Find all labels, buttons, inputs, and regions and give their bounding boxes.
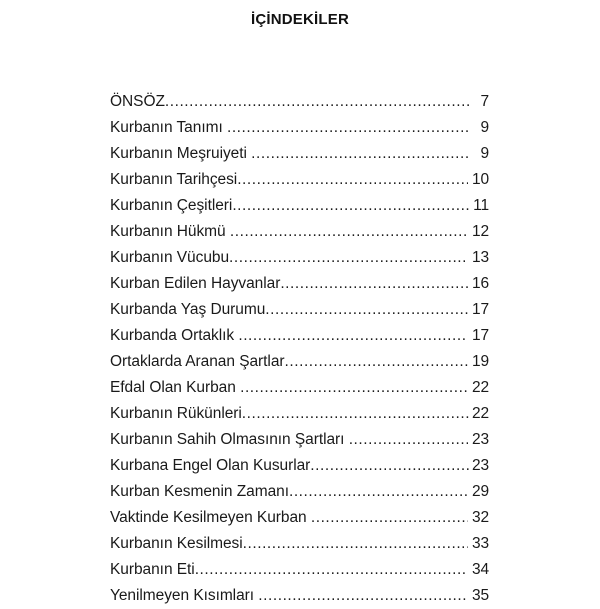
toc-entry-title: Kurbanda Yaş Durumu <box>110 301 266 318</box>
toc-dot-leader <box>258 583 467 609</box>
toc-entry-title: Kurbanın Eti <box>110 561 195 578</box>
toc-entry-title: Kurbanın Sahih Olmasının Şartları <box>110 431 345 448</box>
toc-entry-title: Vaktinde Kesilmeyen Kurban <box>110 509 307 526</box>
toc-entry-title: Kurban Edilen Hayvanlar <box>110 275 281 292</box>
toc-entry[interactable] <box>110 115 489 141</box>
toc-entry[interactable] <box>110 297 489 323</box>
toc-entry[interactable] <box>110 141 489 167</box>
toc-entry-page-number: 11 <box>473 197 489 214</box>
toc-dot-leader <box>265 297 467 323</box>
toc-entry[interactable] <box>110 219 489 245</box>
toc-entry[interactable] <box>110 375 489 401</box>
toc-dot-leader <box>237 167 468 193</box>
toc-entry-page-number: 22 <box>471 405 489 422</box>
toc-entry-title: Kurbana Engel Olan Kusurlar <box>110 457 311 474</box>
toc-entry-title: Kurbanın Vücubu <box>110 249 230 266</box>
toc-entry[interactable] <box>110 89 489 115</box>
toc-entry-title: Kurbanın Rükünleri <box>110 405 242 422</box>
toc-dot-leader <box>230 219 468 245</box>
toc-entry-page-number: 7 <box>480 93 489 110</box>
toc-entry[interactable] <box>110 531 489 557</box>
toc-entry-page-number: 17 <box>471 327 489 344</box>
toc-entry-page-number: 19 <box>471 353 489 370</box>
toc-entry-title: Kurbanda Ortaklık <box>110 327 235 344</box>
toc-entry-title: Yenilmeyen Kısımları <box>110 587 255 604</box>
toc-dot-leader <box>289 479 468 505</box>
toc-entry-page-number: 35 <box>471 587 489 604</box>
toc-entry[interactable] <box>110 167 489 193</box>
toc-entry-title: Kurban Kesmenin Zamanı <box>110 483 289 500</box>
toc-entry[interactable] <box>110 453 489 479</box>
toc-entry-page-number: 9 <box>480 119 489 136</box>
toc-entry-page-number: 9 <box>480 145 489 162</box>
page-title: İÇİNDEKİLER <box>250 11 350 28</box>
toc-entry[interactable] <box>110 479 489 505</box>
toc-entry-title: Kurbanın Kesilmesi <box>110 535 243 552</box>
toc-entry[interactable] <box>110 193 489 219</box>
toc-entry-title: ÖNSÖZ <box>110 93 165 110</box>
toc-dot-leader <box>311 505 468 531</box>
toc-entry[interactable] <box>110 323 489 349</box>
toc-entry-title: Kurbanın Tarihçesi <box>110 171 238 188</box>
toc-entry-page-number: 23 <box>471 457 489 474</box>
toc-dot-leader <box>242 401 470 427</box>
toc-entry-page-number: 16 <box>471 275 489 292</box>
toc-dot-leader <box>195 557 468 583</box>
toc-entry[interactable] <box>110 349 489 375</box>
toc-entry[interactable] <box>110 271 489 297</box>
toc-entry-page-number: 13 <box>471 249 489 266</box>
toc-dot-leader <box>349 427 468 453</box>
toc-entry-title: Efdal Olan Kurban <box>110 379 236 396</box>
toc-dot-leader <box>227 115 470 141</box>
toc-entry-title: Kurbanın Meşruiyeti <box>110 145 247 162</box>
toc-entry-page-number: 32 <box>471 509 489 526</box>
toc-dot-leader <box>165 89 470 115</box>
toc-dot-leader <box>251 141 470 167</box>
toc-dot-leader <box>240 375 468 401</box>
toc-dot-leader <box>310 453 470 479</box>
toc-entry-page-number: 33 <box>471 535 489 552</box>
toc-entry-page-number: 17 <box>471 301 489 318</box>
toc-entry-page-number: 22 <box>471 379 489 396</box>
toc-entry-title: Kurbanın Tanımı <box>110 119 223 136</box>
toc-entry-title: Ortaklarda Aranan Şartlar <box>110 353 285 370</box>
table-of-contents-list <box>110 89 489 609</box>
toc-dot-leader <box>243 531 468 557</box>
toc-entry-title: Kurbanın Hükmü <box>110 223 226 240</box>
toc-dot-leader <box>229 245 468 271</box>
toc-entry[interactable] <box>110 557 489 583</box>
toc-entry-page-number: 23 <box>471 431 489 448</box>
toc-dot-leader <box>285 349 468 375</box>
toc-entry[interactable] <box>110 583 489 609</box>
toc-entry[interactable] <box>110 427 489 453</box>
toc-entry-page-number: 12 <box>471 223 489 240</box>
toc-entry[interactable] <box>110 505 489 531</box>
toc-dot-leader <box>238 323 467 349</box>
toc-entry-page-number: 29 <box>471 483 489 500</box>
toc-entry-title: Kurbanın Çeşitleri <box>110 197 233 214</box>
toc-entry-page-number: 10 <box>471 171 489 188</box>
toc-entry[interactable] <box>110 401 489 427</box>
toc-dot-leader <box>280 271 467 297</box>
toc-entry-page-number: 34 <box>471 561 489 578</box>
toc-entry[interactable] <box>110 245 489 271</box>
toc-dot-leader <box>232 193 469 219</box>
